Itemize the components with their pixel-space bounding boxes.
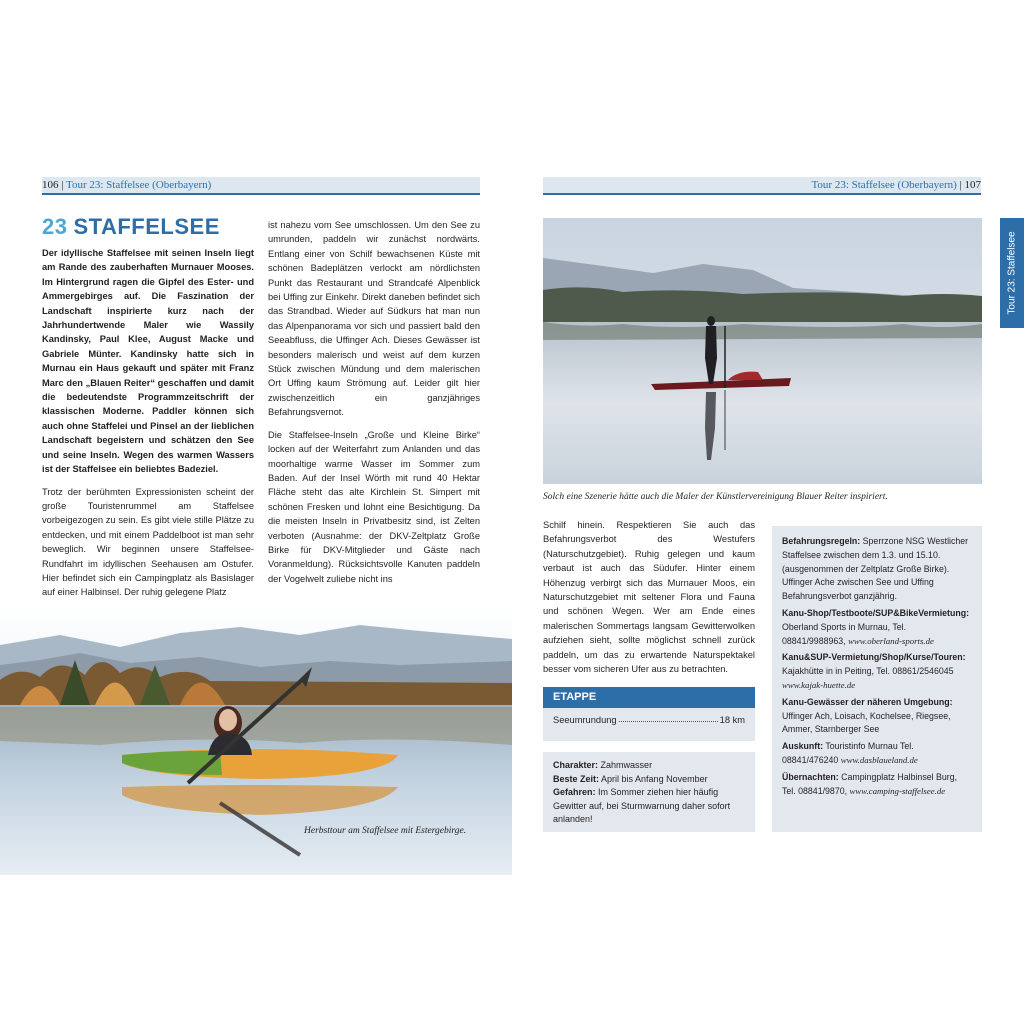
best-time-value: April bis Anfang November bbox=[601, 773, 708, 784]
intro-paragraph: Der idyllische Staffelsee mit seinen Inseln liegt am Rande des zauberhaften Murnauer Mooses. Im Hintergrund ragen die Gipfel des Ester- und Ammergebirges auf. Die Faszination der Landschaft inspirierte kurz nach der Jahrhundertwende Maler wie Wassily Kandinsky, Paul Klee, August Macke und Gabriele Münter. Kandinsky hatte sich in Murnau ein Haus gekauft und später mit Franz Marc den „Blauen Reiter“ geschaffen und damit die bedeutendste Programmzeitschrift der klassischen Moderne. Paddler können sich auch ohne Staffelei und Pinsel an der lieblichen Landschaft begeistern und schätzen den See und seine Inseln. Wegen des warmen Wassers ist der Staffelsee ein beliebtes Badeziel. bbox=[42, 248, 254, 475]
rental-text: Kajakhütte in in Peiting, Tel. 08861/2546045 bbox=[782, 666, 954, 677]
shop-label: Kanu-Shop/Testboote/SUP&BikeVermietung: bbox=[782, 607, 970, 618]
text-column-2 bbox=[268, 218, 480, 594]
shop-text: Oberland Sports in Murnau, Tel. 08841/9988963, bbox=[782, 621, 907, 646]
running-header-right: Tour 23: Staffelsee (Oberbayern) | 107 bbox=[543, 177, 981, 195]
running-header-left: 106 | Tour 23: Staffelsee (Oberbayern) bbox=[42, 177, 480, 195]
etappe-label: Seeumrundung bbox=[553, 715, 617, 725]
best-time-line bbox=[553, 773, 745, 787]
body-paragraph: Die Staffelsee-Inseln „Große und Kleine Birke“ locken auf der Weiterfahrt zum Anlanden und das moorhaltige warme Wasser im Sommer zum Baden. Auf der Insel Wörth mit rund 40 Hektar Fläche steht das alte Kirchlein St. Simpert mit schönen Fresken und lohnt eine Besichtigung. Da die meisten Inseln in Privatbesitz sind, ist Zelten verboten (Ausnahme: der DKV-Zeltplatz Große Birke für DKV-Mitglieder und Gäste nach Voranmeldung). Rücksichtsvolle Kanuten paddeln der Vogelwelt zuliebe nicht ins bbox=[268, 429, 480, 584]
dangers-line bbox=[553, 786, 745, 827]
dangers-label: Gefahren: bbox=[553, 787, 596, 797]
tour-name: STAFFELSEE bbox=[73, 214, 220, 239]
shop-block bbox=[782, 607, 972, 648]
body-paragraph: ist nahezu vom See umschlossen. Um den See zu umrunden, paddeln wir zunächst nordwärts. Entlang einer von Schilf bewachsenen Küste mit schönen Badeplätzen verlockt am nördlichsten Punkt das Restaurant und Strandcafé Alpenblick bei Uffing zur Einkehr. Direkt daneben befindet sich das Strandbad. Wieder auf Südkurs hat man nun das Alpenpanorama vor sich und passiert bald den Seeabfluss, die Uffinger Ach. Dieses Gewässer ist besonders malerisch und weist auf dem kurzen Stück zwischen Mündung und dem malerischen Ort Uffing kaum Strömung auf. Leider gilt hier zwischenzeitlich ein ganzjähriges Befahrungsvernot. bbox=[268, 220, 480, 418]
text-column-3 bbox=[543, 518, 755, 684]
rules-label: Befahrungsregeln: bbox=[782, 536, 861, 546]
header-title-left: Tour 23: Staffelsee (Oberbayern) bbox=[66, 179, 212, 191]
chapter-side-tab bbox=[1000, 218, 1024, 328]
waters-text: Uffinger Ach, Loisach, Kochelsee, Riegsee, Ammer, Starnberger See bbox=[782, 710, 951, 735]
header-title-right: Tour 23: Staffelsee (Oberbayern) bbox=[811, 179, 957, 191]
best-time-label: Beste Zeit: bbox=[553, 773, 600, 784]
etappe-value: 18 km bbox=[719, 715, 745, 725]
charakter-line bbox=[553, 759, 745, 773]
rules-block bbox=[782, 535, 972, 604]
etappe-box bbox=[543, 687, 755, 741]
rental-label: Kanu&SUP-Vermietung/Shop/Kurse/Touren: bbox=[782, 652, 966, 663]
body-paragraph: Schilf hinein. Respektieren Sie auch das Befahrungsverbot des Westufers (Naturschutzgebiet). Ruhig gelegen und kaum verbaut ist auch das Südufer. Hinter einem Höhenzug verbirgt sich das Murnauer Moos, ein Naturschutzgebiet mit seltener Flora und Fauna und schönen Wegen. Wer am Ende eines malerischen Sommertags langsam Gewitterwolken aufziehen sieht, sollte möglichst schnell zurück paddeln, um das zu erwartende Naturspektakel besser vom sicheren Ufer aus zu betrachten. bbox=[543, 520, 755, 675]
waters-block bbox=[782, 696, 972, 737]
charakter-label: Charakter: bbox=[553, 760, 599, 770]
info-box bbox=[772, 526, 982, 832]
tour-title bbox=[42, 214, 220, 240]
accommodation-text: Campingplatz Halbinsel Burg, Tel. 08841/9870, bbox=[782, 771, 958, 796]
side-tab-label: Tour 23: Staffelsee bbox=[1006, 231, 1018, 315]
dangers-value: Im Sommer ziehen hier häufig Gewitter auf, bei Sturmwarnung daher sofort anlanden! bbox=[553, 787, 731, 824]
charakter-value: Zahmwasser bbox=[600, 760, 653, 770]
leader-dots bbox=[619, 715, 718, 722]
tourist-info-website[interactable]: www.dasblaueland.de bbox=[840, 754, 918, 765]
page-number-left: 106 bbox=[42, 179, 59, 191]
shop-website[interactable]: www.oberland-sports.de bbox=[848, 635, 934, 646]
accommodation-block bbox=[782, 771, 972, 799]
tour-number: 23 bbox=[42, 214, 68, 239]
etappe-row bbox=[543, 708, 755, 732]
rental-block bbox=[782, 651, 972, 692]
accommodation-label: Übernachten: bbox=[782, 771, 839, 782]
tourist-info-block bbox=[782, 740, 972, 768]
waters-label: Kanu-Gewässer der näheren Umgebung: bbox=[782, 696, 953, 707]
kayak-photo-caption: Herbsttour am Staffelsee mit Estergebirge. bbox=[304, 826, 467, 836]
page-number-right: 107 bbox=[964, 179, 981, 191]
etappe-heading: ETAPPE bbox=[543, 687, 755, 708]
sup-photo-caption: Solch eine Szenerie hätte auch die Maler der Künstlervereinigung Blauer Reiter inspiriert. bbox=[543, 492, 888, 502]
accommodation-website[interactable]: www.camping-staffelsee.de bbox=[849, 785, 946, 796]
sup-photo-image bbox=[543, 218, 982, 484]
tourist-info-text: Touristinfo Murnau Tel. 08841/476240 bbox=[782, 741, 914, 765]
rental-website[interactable]: www.kajak-huette.de bbox=[782, 679, 856, 690]
text-column-1 bbox=[42, 246, 254, 608]
body-paragraph: Trotz der berühmten Expressionisten scheint der große Touristenrummel am Staffelsee vorbeigezogen zu sein. Es gibt viele stille Plätze zu entdecken, und mit einem Paddelboot ist man sehr beweglich. Wir beginnen unsere Staffelsee-Rundfahrt im idyllischen Seehausen am Ostufer. Hier befindet sich ein Campingplatz als Basislager auf einer Halbinsel. Der ruhig gelegene Platz bbox=[42, 486, 254, 598]
rules-text: Sperrzone NSG Westlicher Staffelsee zwischen dem 1.3. und 15.10. (ausgenommen der Zeltplatz Große Birke). Uffinger Ache zwischen See und Uffing Befahrungsverbot ganzjährig. bbox=[782, 536, 969, 602]
tourist-info-label: Auskunft: bbox=[782, 741, 824, 752]
characteristics-box bbox=[543, 752, 755, 832]
sup-photo bbox=[543, 218, 982, 484]
